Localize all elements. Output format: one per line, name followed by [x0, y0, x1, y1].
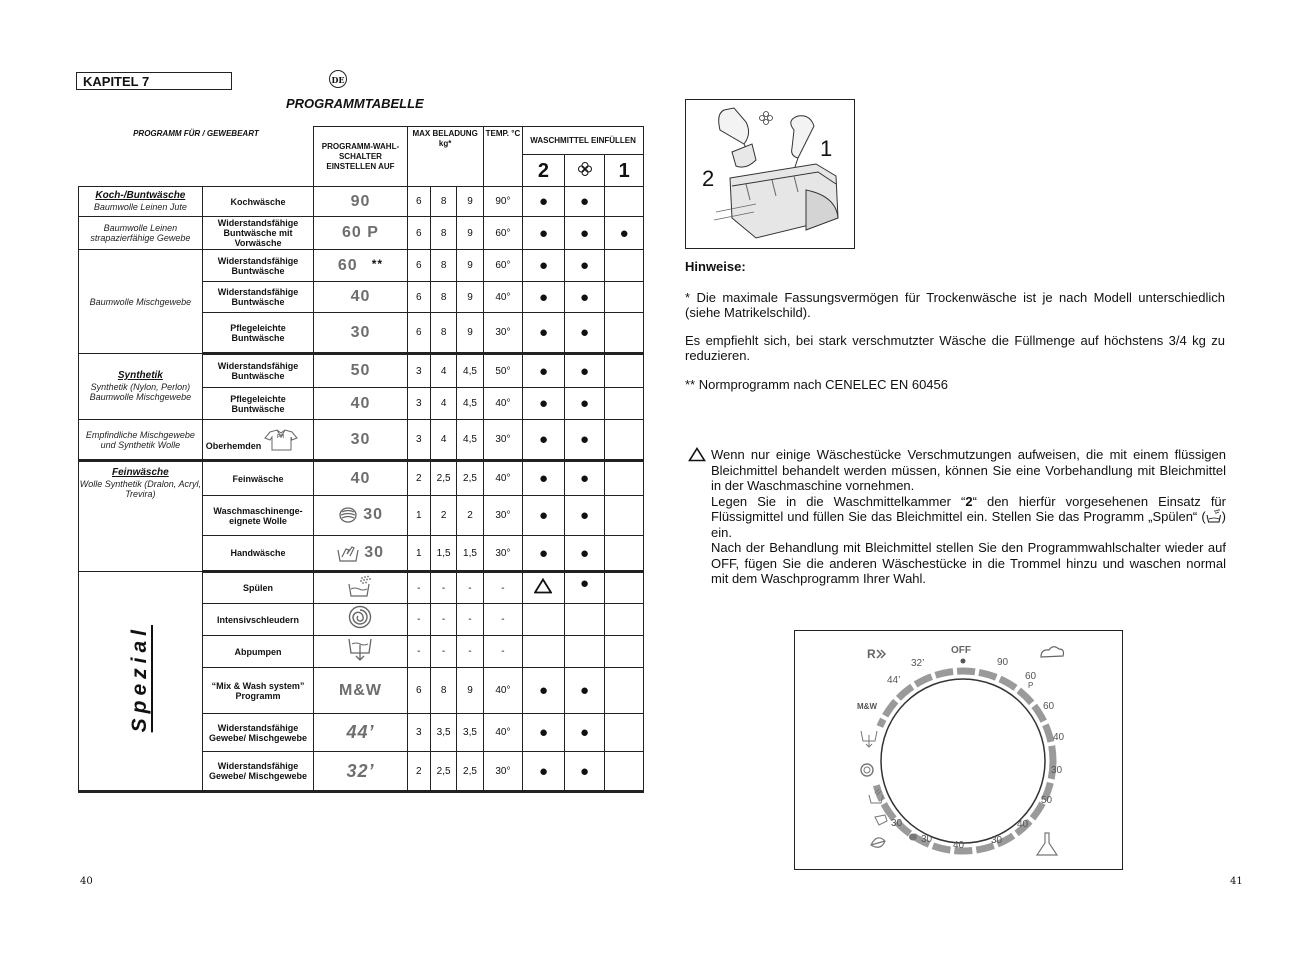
compartment-flower-dot: ● — [564, 572, 605, 604]
flower-icon — [577, 161, 593, 177]
dial-label-60p: 60 — [1025, 671, 1037, 682]
spezial-label: Spezial — [128, 624, 152, 733]
compartment-flower-dot — [564, 604, 605, 636]
note-norm-program: ** Normprogramm nach CENELEC EN 60456 — [685, 377, 948, 392]
table-row — [79, 217, 644, 250]
header-compartment-flower — [564, 155, 605, 187]
program-name: Widerstandsfähige Buntwäsche — [202, 354, 314, 388]
shirt-icon — [264, 429, 298, 451]
dial-handwash-icon — [875, 815, 887, 825]
chapter-label: KAPITEL 7 — [76, 72, 232, 90]
dial-leaf-icon — [871, 838, 885, 847]
table-row — [79, 354, 644, 388]
switch-value: 44’ — [314, 714, 407, 752]
switch-value: 30 — [314, 313, 407, 354]
compartment-1-dot — [605, 752, 644, 792]
header-compartment-1: 1 — [605, 155, 644, 187]
switch-value: 90 — [314, 187, 407, 217]
program-dial — [795, 631, 1122, 869]
dial-label-30b: 30 — [991, 835, 1003, 846]
compartment-number: 2 — [965, 493, 973, 509]
program-name: Widerstandsfähige Gewebe/ Mischgewebe — [202, 752, 314, 792]
temp-value: - — [483, 572, 523, 604]
header-detergent: WASCHMITTEL EINFÜLLEN — [523, 127, 644, 155]
load-value: 2,5 — [430, 461, 456, 496]
compartment-1-dot — [605, 313, 644, 354]
switch-cell — [314, 250, 407, 282]
table-row — [79, 420, 644, 461]
header-switch: PROGRAMM-WAHL-SCHALTER EINSTELLEN AUF — [314, 127, 407, 187]
compartment-flower-dot: ● — [564, 354, 605, 388]
load-value: 2,5 — [457, 461, 483, 496]
load-value: 2 — [430, 496, 456, 536]
load-value: - — [430, 604, 456, 636]
switch-cell — [314, 536, 407, 572]
compartment-2-dot — [523, 604, 565, 636]
page-number-left: 40 — [80, 876, 93, 887]
temp-value: 30° — [483, 313, 523, 354]
group-spezial — [79, 572, 203, 792]
detergent-drawer-illustration — [685, 99, 855, 249]
compartment-2-dot: ● — [523, 313, 565, 354]
group-synthetik — [79, 354, 203, 420]
load-value: 2,5 — [430, 752, 456, 792]
program-name: Kochwäsche — [202, 187, 314, 217]
header-temp: TEMP. °C — [483, 127, 523, 187]
dial-cloud-icon — [1041, 647, 1064, 657]
compartment-2-dot: ● — [523, 354, 565, 388]
load-value: 1 — [407, 536, 430, 572]
off-dot — [961, 659, 966, 664]
load-value: 6 — [407, 313, 430, 354]
svg-text:PH: PH — [276, 433, 284, 440]
compartment-1-dot — [605, 187, 644, 217]
dial-label-wool-30: 30 — [921, 834, 933, 845]
compartment-2-dot: ● — [523, 282, 565, 313]
load-value: 9 — [457, 217, 483, 250]
dial-label-32: 32’ — [911, 658, 925, 669]
compartment-flower-dot: ● — [564, 461, 605, 496]
compartment-2-dot: ● — [523, 250, 565, 282]
load-value: 9 — [457, 313, 483, 354]
dial-label-mw: M&W — [857, 702, 877, 711]
compartment-1-dot — [605, 604, 644, 636]
table-row — [79, 187, 644, 217]
load-value: 9 — [457, 250, 483, 282]
load-value: 1,5 — [430, 536, 456, 572]
dial-label-90: 90 — [997, 657, 1009, 668]
load-value: - — [407, 636, 430, 668]
load-value: 6 — [407, 668, 430, 714]
temp-value: 30° — [483, 536, 523, 572]
load-value: 3 — [407, 420, 430, 461]
load-value: 4,5 — [457, 354, 483, 388]
program-name: Widerstandsfähige Buntwäsche — [202, 282, 314, 313]
dial-wool-icon — [909, 834, 917, 841]
temp-value: - — [483, 636, 523, 668]
load-value: 8 — [430, 217, 456, 250]
load-value: 3 — [407, 388, 430, 420]
compartment-2-dot: ● — [523, 752, 565, 792]
program-name: Oberhemden — [205, 440, 262, 451]
bleach-paragraph-2 — [688, 494, 1226, 541]
compartment-flower-dot: ● — [564, 752, 605, 792]
notes-heading: Hinweise: — [685, 259, 746, 274]
group-sub: Synthetik (Nylon, Perlon) Baumwolle Mischgewebe — [89, 382, 192, 402]
program-name: “Mix & Wash system” Programm — [202, 668, 314, 714]
temp-value: 90° — [483, 187, 523, 217]
switch-cell — [314, 636, 407, 668]
compartment-2-dot: ● — [523, 388, 565, 420]
drain-icon — [346, 636, 374, 662]
dial-flask-icon — [1037, 833, 1057, 855]
header-load: MAX BELADUNG kg* — [407, 127, 483, 187]
load-value: 8 — [430, 313, 456, 354]
dial-label-hand-30: 30 — [891, 818, 903, 829]
compartment-2-dot — [523, 636, 565, 668]
language-badge: DE — [329, 70, 347, 88]
compartment-flower-dot: ● — [564, 250, 605, 282]
program-cell — [202, 420, 314, 461]
dial-label-p: P — [1028, 681, 1034, 690]
dial-r-fast-icon — [867, 647, 885, 661]
load-value: 6 — [407, 282, 430, 313]
switch-cell — [314, 604, 407, 636]
compartment-flower-dot: ● — [564, 714, 605, 752]
load-value: 1,5 — [457, 536, 483, 572]
table-title: PROGRAMMTABELLE — [286, 96, 424, 111]
rinse-icon — [347, 575, 373, 597]
group-title: Feinwäsche — [112, 467, 169, 478]
switch-value: 40 — [314, 461, 407, 496]
temp-value: 30° — [483, 420, 523, 461]
load-value: 2,5 — [457, 752, 483, 792]
temp-value: 40° — [483, 714, 523, 752]
compartment-2-dot: ● — [523, 461, 565, 496]
table-row — [79, 461, 644, 496]
compartment-1-dot — [605, 572, 644, 604]
svg-text:R: R — [867, 647, 876, 661]
compartment-1-dot — [605, 536, 644, 572]
program-name: Pflegeleichte Buntwäsche — [202, 313, 314, 354]
compartment-1-dot — [605, 461, 644, 496]
compartment-1-dot — [605, 668, 644, 714]
group-title: Synthetik — [117, 370, 163, 381]
rinse-icon — [1206, 509, 1222, 523]
switch-value: 30 — [364, 544, 385, 562]
temp-value: 40° — [483, 461, 523, 496]
switch-value: 32’ — [314, 752, 407, 792]
dial-label-30: 30 — [1051, 765, 1063, 776]
load-value: 6 — [407, 250, 430, 282]
warning-triangle-icon — [688, 447, 706, 462]
switch-cell — [314, 572, 407, 604]
group-baumwolle-mischgewebe: Baumwolle Mischgewebe — [79, 250, 203, 354]
program-name: Abpumpen — [202, 636, 314, 668]
switch-cell — [314, 496, 407, 536]
compartment-2-dot: ● — [523, 217, 565, 250]
group-title: Koch-/Buntwäsche — [95, 190, 186, 201]
compartment-flower-dot: ● — [564, 420, 605, 461]
compartment-2-dot: ● — [523, 714, 565, 752]
switch-value: 60 P — [314, 217, 407, 250]
switch-value: M&W — [314, 668, 407, 714]
page-number-right: 41 — [1230, 876, 1243, 887]
group-empfindliche: Empfindliche Mischgewebe und Synthetik Wolle — [79, 420, 203, 461]
switch-value: 30 — [363, 506, 384, 524]
load-value: 3,5 — [457, 714, 483, 752]
load-value: - — [407, 604, 430, 636]
load-value: 3 — [407, 354, 430, 388]
temp-value: 30° — [483, 752, 523, 792]
load-value: - — [457, 604, 483, 636]
temp-value: 40° — [483, 282, 523, 313]
load-value: 3,5 — [430, 714, 456, 752]
compartment-flower-dot: ● — [564, 282, 605, 313]
temp-value: 50° — [483, 354, 523, 388]
load-value: 4 — [430, 388, 456, 420]
load-value: 6 — [407, 187, 430, 217]
header-gewebe: PROGRAMM FÜR / GEWEBEART — [79, 127, 314, 187]
compartment-1-dot — [605, 250, 644, 282]
switch-value: 50 — [314, 354, 407, 388]
compartment-1-dot — [605, 388, 644, 420]
load-value: 9 — [457, 282, 483, 313]
load-value: 3 — [407, 714, 430, 752]
temp-value: 40° — [483, 388, 523, 420]
load-value: 8 — [430, 668, 456, 714]
temp-value: 60° — [483, 217, 523, 250]
compartment-2-cell — [523, 572, 565, 604]
wool-icon — [338, 506, 358, 524]
group-feinwaesche — [79, 461, 203, 572]
compartment-1-dot — [605, 496, 644, 536]
load-value: - — [457, 636, 483, 668]
note-capacity: * Die maximale Fassungsvermögen für Trockenwäsche ist je nach Modell unterschiedlich (siehe Matrikelschild). — [685, 290, 1225, 320]
compartment-2-dot: ● — [523, 496, 565, 536]
dial-label-40c: 40 — [953, 840, 965, 851]
dial-label-60: 60 — [1043, 701, 1055, 712]
bleach-text: ) ein. — [711, 509, 1226, 540]
compartment-flower-dot: ● — [564, 313, 605, 354]
program-name: Spülen — [202, 572, 314, 604]
group-sub: Wolle Synthetik (Dralon, Acryl, Trevira) — [79, 479, 201, 499]
temp-value: 30° — [483, 496, 523, 536]
load-value: 4,5 — [457, 388, 483, 420]
dial-label-40: 40 — [1053, 732, 1065, 743]
compartment-flower-dot: ● — [564, 668, 605, 714]
compartment-1-dot — [605, 714, 644, 752]
compartment-1-dot — [605, 354, 644, 388]
load-value: 4 — [430, 420, 456, 461]
compartment-flower-dot: ● — [564, 496, 605, 536]
handwash-icon — [337, 544, 359, 562]
load-value: - — [430, 572, 456, 604]
group-koch — [79, 187, 203, 217]
drawer-label-2: 2 — [702, 166, 715, 191]
detergent-drawer-icon — [686, 100, 854, 248]
load-value: 6 — [407, 217, 430, 250]
compartment-2-dot: ● — [523, 420, 565, 461]
switch-value: 60 — [337, 256, 358, 274]
drawer-label-1: 1 — [820, 136, 833, 161]
bleach-text: “ den hierfür vorgesehenen Einsatz für Flüssigmittel und füllen Sie das Bleichmittel ein. Stellen Sie das Programm „Spülen“ ( — [711, 493, 1226, 524]
load-value: 9 — [457, 668, 483, 714]
load-value: 8 — [430, 250, 456, 282]
compartment-2-dot: ● — [523, 187, 565, 217]
switch-value: 40 — [314, 282, 407, 313]
compartment-flower-dot: ● — [564, 388, 605, 420]
program-name: Feinwäsche — [202, 461, 314, 496]
bleach-text: Legen Sie in die Waschmittelkammer “ — [711, 493, 966, 509]
compartment-flower-dot: ● — [564, 187, 605, 217]
compartment-flower-dot: ● — [564, 217, 605, 250]
program-name: Widerstandsfähige Buntwäsche — [202, 250, 314, 282]
load-value: 4,5 — [457, 420, 483, 461]
load-value: 1 — [407, 496, 430, 536]
bleach-paragraph-3: Nach der Behandlung mit Bleichmittel stellen Sie den Programmwahlschalter wieder auf OFF, fügen Sie die anderen Wäschestücke in die Trommel hinzu und waschen normal mit dem Waschprogramm Ihrer Wahl. — [711, 540, 1226, 586]
norm-mark: ** — [371, 256, 384, 271]
load-value: 2 — [407, 461, 430, 496]
note-reduce-load: Es empfiehlt sich, bei stark verschmutzter Wäsche die Füllmenge auf höchstens 3/4 kg zu reduzieren. — [685, 333, 1225, 363]
table-row — [79, 572, 644, 604]
program-dial-illustration — [794, 630, 1123, 870]
temp-value: 60° — [483, 250, 523, 282]
program-name: Pflegeleichte Buntwäsche — [202, 388, 314, 420]
temp-value: 40° — [483, 668, 523, 714]
program-table — [78, 126, 644, 793]
load-value: - — [430, 636, 456, 668]
program-name: Widerstandsfähige Gewebe/ Mischgewebe — [202, 714, 314, 752]
spin-icon — [348, 605, 372, 629]
compartment-flower-dot — [564, 636, 605, 668]
dial-label-44: 44’ — [887, 675, 901, 686]
dial-label-off: OFF — [951, 645, 971, 656]
compartment-2-dot: ● — [523, 536, 565, 572]
program-name: Intensivschleudern — [202, 604, 314, 636]
program-name: Widerstandsfähige Buntwäsche mit Vorwäsche — [202, 217, 314, 250]
program-name: Handwäsche — [202, 536, 314, 572]
switch-value: 30 — [314, 420, 407, 461]
temp-value: - — [483, 604, 523, 636]
bleach-paragraph-1: Wenn nur einige Wäschestücke Verschmutzungen aufweisen, die mit einem flüssigen Bleichmittel behandelt werden müssen, können Sie eine Vorbehandlung mit Bleichmittel in der Waschmaschine vornehmen. — [711, 447, 1226, 493]
load-value: 2 — [457, 496, 483, 536]
warning-triangle-icon — [534, 578, 552, 594]
dial-label-50: 50 — [1041, 795, 1053, 806]
program-name: Waschmaschinenge-eignete Wolle — [202, 496, 314, 536]
load-value: 8 — [430, 282, 456, 313]
group-sub: Baumwolle Leinen Jute — [93, 202, 187, 212]
load-value: 9 — [457, 187, 483, 217]
load-value: - — [407, 572, 430, 604]
load-value: 8 — [430, 187, 456, 217]
compartment-1-dot: ● — [605, 217, 644, 250]
dial-label-40b: 40 — [1017, 819, 1029, 830]
load-value: 2 — [407, 752, 430, 792]
table-row — [79, 250, 644, 282]
load-value: - — [457, 572, 483, 604]
load-value: 4 — [430, 354, 456, 388]
compartment-1-dot — [605, 420, 644, 461]
compartment-2-dot: ● — [523, 668, 565, 714]
switch-value: 40 — [314, 388, 407, 420]
group-koch-sub: Baumwolle Leinen strapazierfähige Gewebe — [79, 217, 203, 250]
compartment-flower-dot: ● — [564, 536, 605, 572]
header-compartment-2: 2 — [523, 155, 565, 187]
compartment-1-dot — [605, 636, 644, 668]
compartment-1-dot — [605, 282, 644, 313]
bleach-instructions — [688, 447, 1226, 587]
